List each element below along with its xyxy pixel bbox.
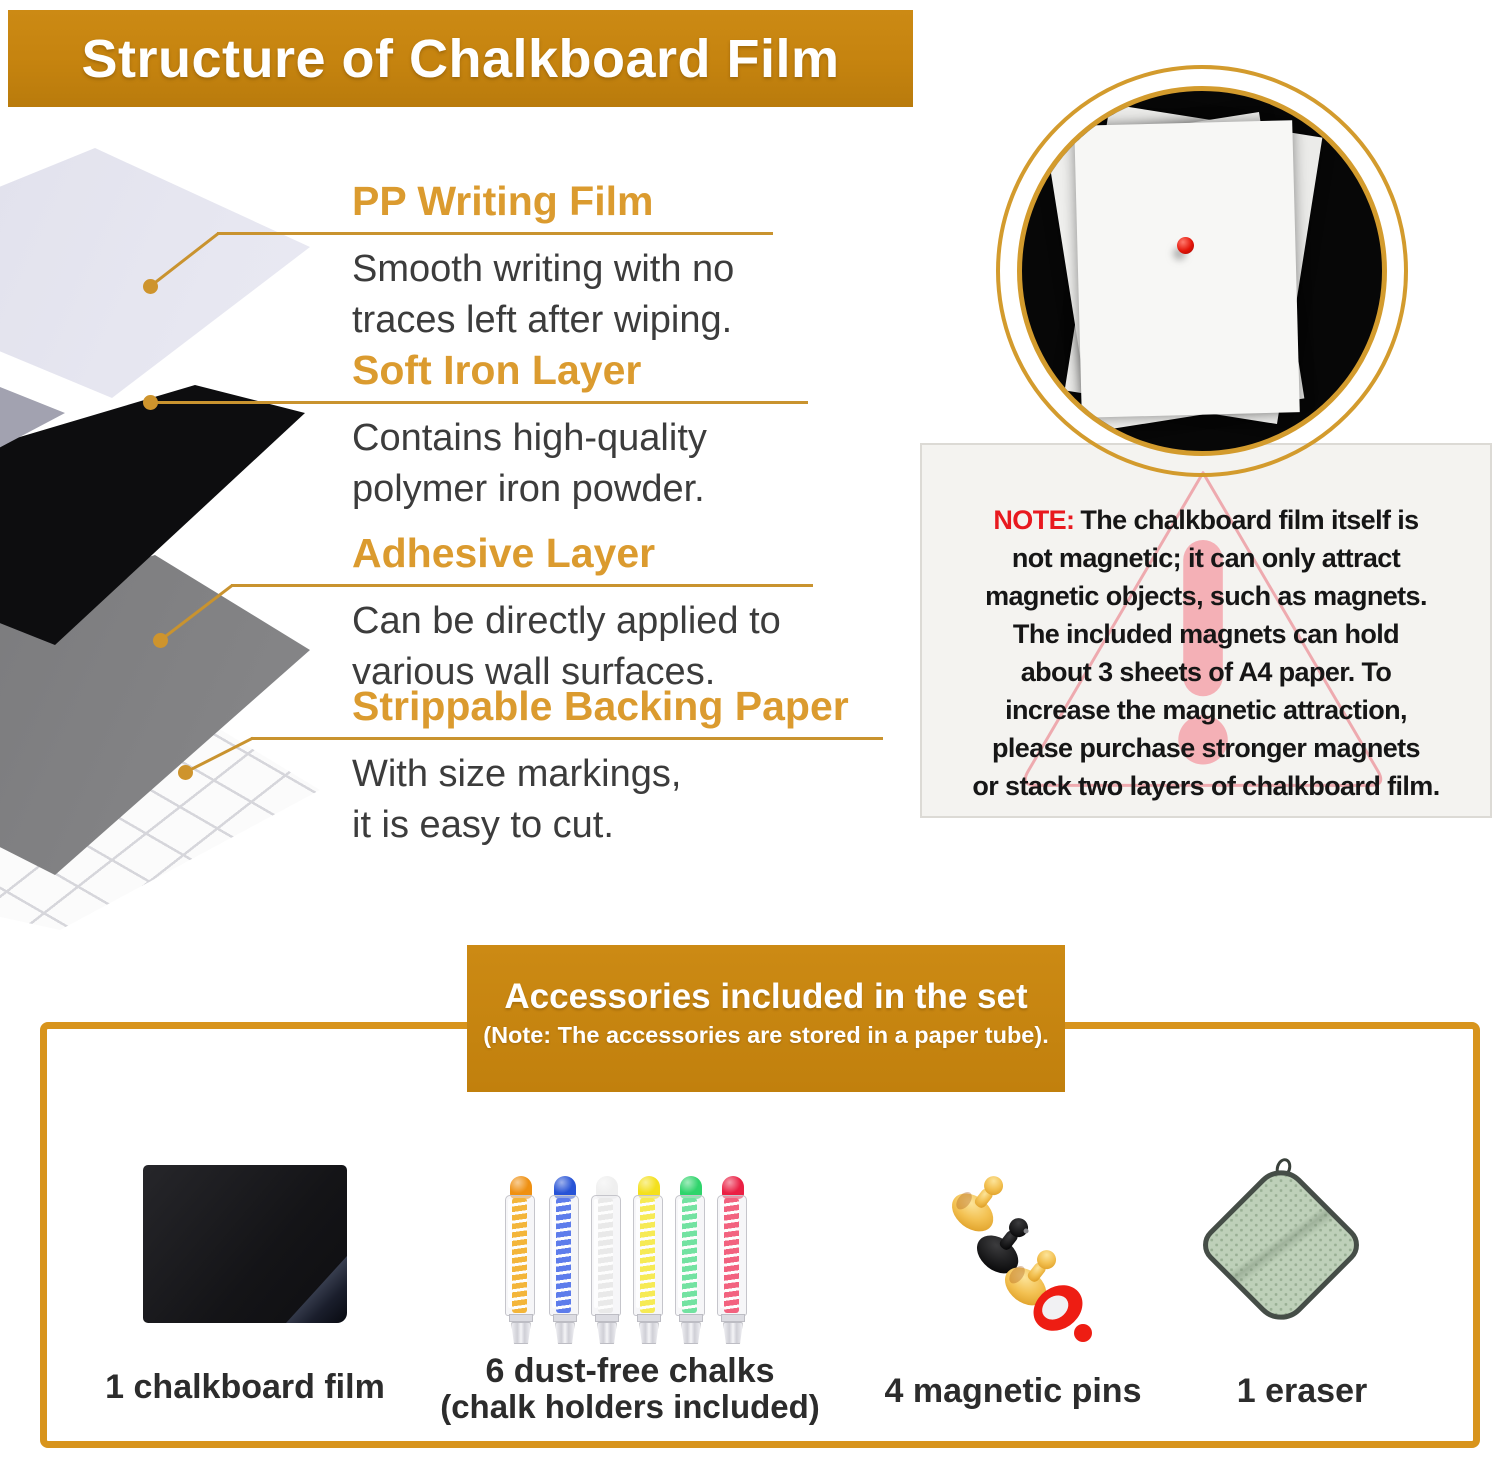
connector-dot-icon <box>178 765 193 780</box>
note-label: NOTE: <box>993 505 1075 535</box>
pins-label: 4 magnetic pins <box>884 1372 1142 1410</box>
connector-dot-icon <box>143 279 158 294</box>
connector-line <box>217 232 773 235</box>
layer-desc-adhesive: Can be directly applied to various wall surfaces. <box>352 600 781 693</box>
connector-line <box>251 737 883 740</box>
chalk-orange <box>504 1176 538 1346</box>
chalk-barrel <box>549 1195 579 1316</box>
chalks-label-line1: 6 dust-free chalks <box>485 1352 775 1390</box>
layer-desc-backing-paper: With size markings, it is easy to cut. <box>352 753 682 846</box>
red-pushpin-icon <box>1177 237 1194 254</box>
chalk-barrel <box>505 1195 535 1316</box>
connector-dot-icon <box>143 395 158 410</box>
chalk-barrel <box>591 1195 621 1316</box>
chalk-barrel <box>717 1195 747 1316</box>
chalk-barrel <box>633 1195 663 1316</box>
film-label: 1 chalkboard film <box>105 1368 385 1406</box>
page-title: Structure of Chalkboard Film <box>81 28 840 89</box>
accessories-title: Accessories included in the set <box>504 977 1028 1016</box>
layer-heading-backing-paper: Strippable Backing Paper <box>352 683 849 729</box>
accessories-header <box>467 945 1065 1092</box>
layer-heading-adhesive: Adhesive Layer <box>352 530 656 576</box>
chalk-yellow <box>632 1176 666 1346</box>
chalk-barrel <box>675 1195 705 1316</box>
chalk-green <box>674 1176 708 1346</box>
title-banner <box>8 10 913 107</box>
layer-desc-soft-iron: Contains high-quality polymer iron powder. <box>352 417 707 510</box>
paper-sheet <box>1074 120 1300 418</box>
eraser-label: 1 eraser <box>1236 1372 1368 1410</box>
connector-dot-icon <box>153 633 168 648</box>
yellow-pin-icon <box>945 1165 1018 1239</box>
chalks-label-line2: (chalk holders included) <box>440 1388 820 1425</box>
chalk-red <box>716 1176 750 1346</box>
accessories-subtitle: (Note: The accessories are stored in a paper tube). <box>483 1022 1049 1048</box>
connector-line <box>150 401 808 404</box>
magnetic-pins-image <box>935 1165 1105 1350</box>
layer-heading-pp-writing-film: PP Writing Film <box>352 178 654 224</box>
chalk-white <box>590 1176 624 1346</box>
layer-heading-soft-iron: Soft Iron Layer <box>352 347 642 393</box>
note-text: NOTE: The chalkboard film itself is not magnetic; it can only attract magnetic objects, such as magnets. The included magnets can hold about 3 sheets of A4 paper. To increase the magnetic attraction, please purchase stronger magnets or stack two layers of chalkboard film. <box>972 505 1440 801</box>
layer-desc-pp-writing-film: Smooth writing with no traces left after wiping. <box>352 248 735 341</box>
connector-line <box>231 584 813 587</box>
magnet-note-box <box>920 443 1492 818</box>
red-magnet-knob-icon <box>1074 1324 1092 1342</box>
black-circle-photo <box>1017 86 1387 456</box>
chalk-blue <box>548 1176 582 1346</box>
